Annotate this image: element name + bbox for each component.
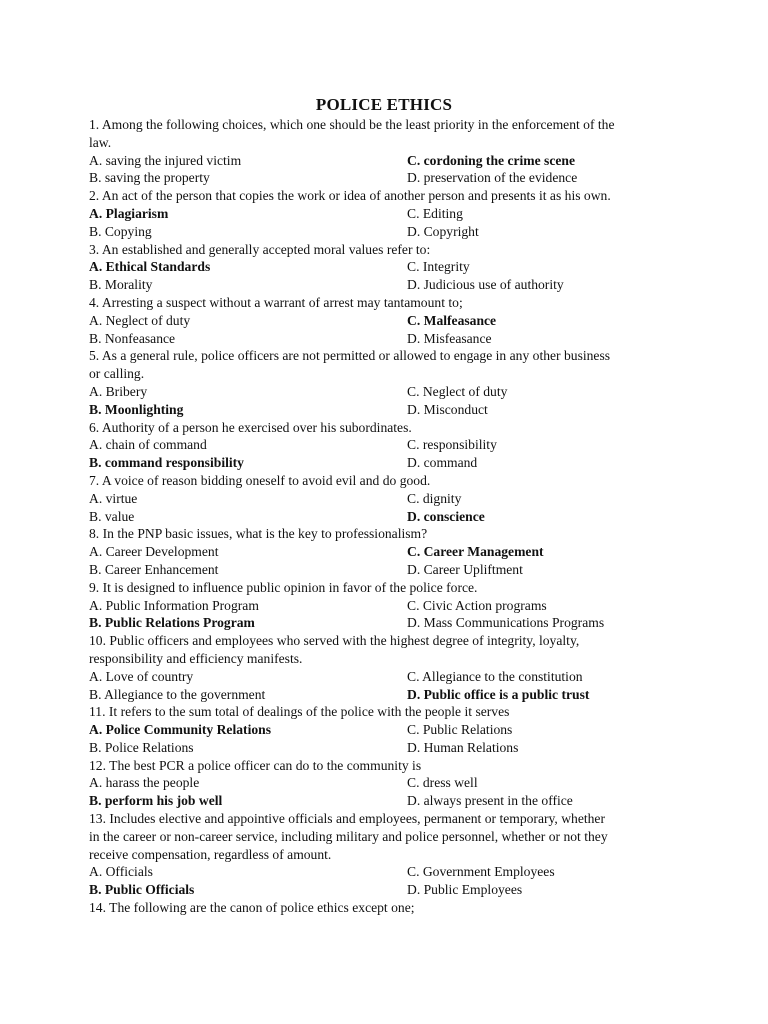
choice-row: [89, 863, 679, 881]
choice-row: [89, 152, 679, 170]
question-text: 4. Arresting a suspect without a warrant of arrest may tantamount to;: [89, 294, 463, 310]
answer-choice: A. virtue: [89, 490, 138, 506]
question-text: 9. It is designed to influence public opinion in favor of the police force.: [89, 579, 478, 595]
answer-choice: D. Public Employees: [407, 882, 523, 898]
question-block: [89, 810, 679, 899]
question-block: [89, 632, 679, 703]
answer-choice: A. harass the people: [89, 775, 200, 791]
choice-row: [89, 169, 679, 187]
choice-row: [89, 330, 679, 348]
choice-row: [89, 312, 679, 330]
answer-choice: B. value: [89, 508, 135, 524]
answer-choice: C. dignity: [407, 490, 462, 506]
answer-choice: D. Misfeasance: [407, 330, 492, 346]
question-block: [89, 899, 679, 917]
question-block: [89, 579, 679, 632]
question-text: 7. A voice of reason bidding oneself to avoid evil and do good.: [89, 472, 431, 488]
choice-row: [89, 881, 679, 899]
answer-choice: C. Editing: [407, 205, 463, 221]
question-text: 5. As a general rule, police officers are not permitted or allowed to engage in any other business: [89, 348, 611, 364]
answer-choice-correct: B. Public Officials: [89, 882, 195, 898]
answer-choice-correct: D. conscience: [407, 508, 485, 524]
question-block: [89, 187, 679, 240]
answer-choice: D. Human Relations: [407, 739, 519, 755]
question-block: [89, 347, 679, 418]
answer-choice: A. chain of command: [89, 437, 207, 453]
answer-choice: C. Government Employees: [407, 864, 555, 880]
question-text: 14. The following are the canon of police ethics except one;: [89, 900, 415, 916]
answer-choice: B. Copying: [89, 223, 152, 239]
choice-row: [89, 721, 679, 739]
question-text: law.: [89, 134, 112, 150]
answer-choice: C. Integrity: [407, 259, 470, 275]
answer-choice: A. Neglect of duty: [89, 312, 191, 328]
question-block: [89, 757, 679, 810]
question-text: 3. An established and generally accepted moral values refer to:: [89, 241, 431, 257]
question-text: 6. Authority of a person he exercised over his subordinates.: [89, 419, 412, 435]
choice-row: [89, 490, 679, 508]
answer-choice: B. Career Enhancement: [89, 561, 219, 577]
choice-row: [89, 543, 679, 561]
answer-choice: C. Neglect of duty: [407, 383, 508, 399]
answer-choice: A. Love of country: [89, 668, 194, 684]
answer-choice: B. Police Relations: [89, 739, 194, 755]
choice-row: [89, 668, 679, 686]
choice-row: [89, 276, 679, 294]
question-text: responsibility and efficiency manifests.: [89, 650, 303, 666]
question-block: [89, 294, 679, 347]
answer-choice-correct: C. Career Management: [407, 544, 544, 560]
document-page: [89, 94, 679, 917]
question-text: 11. It refers to the sum total of dealings of the police with the people it serves: [89, 704, 510, 720]
answer-choice: D. command: [407, 455, 478, 471]
question-list: [89, 116, 679, 917]
answer-choice: C. responsibility: [407, 437, 497, 453]
answer-choice: B. Morality: [89, 277, 153, 293]
answer-choice: C. Public Relations: [407, 722, 513, 738]
question-block: [89, 703, 679, 756]
answer-choice-correct: B. Moonlighting: [89, 401, 184, 417]
answer-choice: D. Copyright: [407, 223, 479, 239]
choice-row: [89, 401, 679, 419]
answer-choice: D. always present in the office: [407, 793, 573, 809]
question-text: 2. An act of the person that copies the work or idea of another person and presents it as his own.: [89, 188, 611, 204]
answer-choice: A. Bribery: [89, 383, 148, 399]
answer-choice: C. dress well: [407, 775, 478, 791]
choice-row: [89, 792, 679, 810]
answer-choice: D. preservation of the evidence: [407, 170, 578, 186]
answer-choice-correct: B. command responsibility: [89, 455, 244, 471]
answer-choice: D. Mass Communications Programs: [407, 615, 605, 631]
answer-choice-correct: B. perform his job well: [89, 793, 223, 809]
answer-choice: B. saving the property: [89, 170, 210, 186]
question-block: [89, 472, 679, 525]
choice-row: [89, 597, 679, 615]
choice-row: [89, 774, 679, 792]
answer-choice: A. Public Information Program: [89, 597, 259, 613]
answer-choice: D. Career Upliftment: [407, 561, 523, 577]
question-text: 10. Public officers and employees who served with the highest degree of integrity, loyalty,: [89, 633, 580, 649]
choice-row: [89, 205, 679, 223]
question-block: [89, 525, 679, 578]
answer-choice: C. Allegiance to the constitution: [407, 668, 583, 684]
question-text: or calling.: [89, 366, 145, 382]
question-text: 1. Among the following choices, which one should be the least priority in the enforcement of the: [89, 117, 615, 132]
question-text: 12. The best PCR a police officer can do to the community is: [89, 757, 422, 773]
choice-row: [89, 614, 679, 632]
page-title: POLICE ETHICS: [315, 95, 453, 114]
answer-choice-correct: A. Police Community Relations: [89, 722, 271, 738]
answer-choice: D. Judicious use of authority: [407, 277, 564, 293]
choice-row: [89, 383, 679, 401]
question-text: in the career or non-career service, including military and police personnel, whether or not they: [89, 828, 608, 844]
answer-choice: A. Career Development: [89, 544, 219, 560]
answer-choice-correct: C. cordoning the crime scene: [407, 152, 575, 168]
question-text: 8. In the PNP basic issues, what is the key to professionalism?: [89, 526, 428, 542]
question-block: [89, 116, 679, 187]
choice-row: [89, 258, 679, 276]
answer-choice: C. Civic Action programs: [407, 597, 547, 613]
choice-row: [89, 223, 679, 241]
choice-row: [89, 454, 679, 472]
answer-choice: B. Nonfeasance: [89, 330, 176, 346]
question-block: [89, 419, 679, 472]
answer-choice-correct: D. Public office is a public trust: [407, 686, 590, 702]
question-text: 13. Includes elective and appointive officials and employees, permanent or temporary, whether: [89, 811, 605, 827]
question-text: receive compensation, regardless of amount.: [89, 846, 332, 862]
answer-choice: A. Officials: [89, 864, 153, 880]
choice-row: [89, 739, 679, 757]
answer-choice-correct: A. Ethical Standards: [89, 259, 211, 275]
choice-row: [89, 436, 679, 454]
choice-row: [89, 686, 679, 704]
answer-choice-correct: A. Plagiarism: [89, 205, 169, 221]
answer-choice: D. Misconduct: [407, 401, 488, 417]
answer-choice-correct: C. Malfeasance: [407, 312, 497, 328]
answer-choice: B. Allegiance to the government: [89, 686, 266, 702]
choice-row: [89, 508, 679, 526]
question-block: [89, 241, 679, 294]
answer-choice: A. saving the injured victim: [89, 152, 242, 168]
answer-choice-correct: B. Public Relations Program: [89, 615, 255, 631]
choice-row: [89, 561, 679, 579]
